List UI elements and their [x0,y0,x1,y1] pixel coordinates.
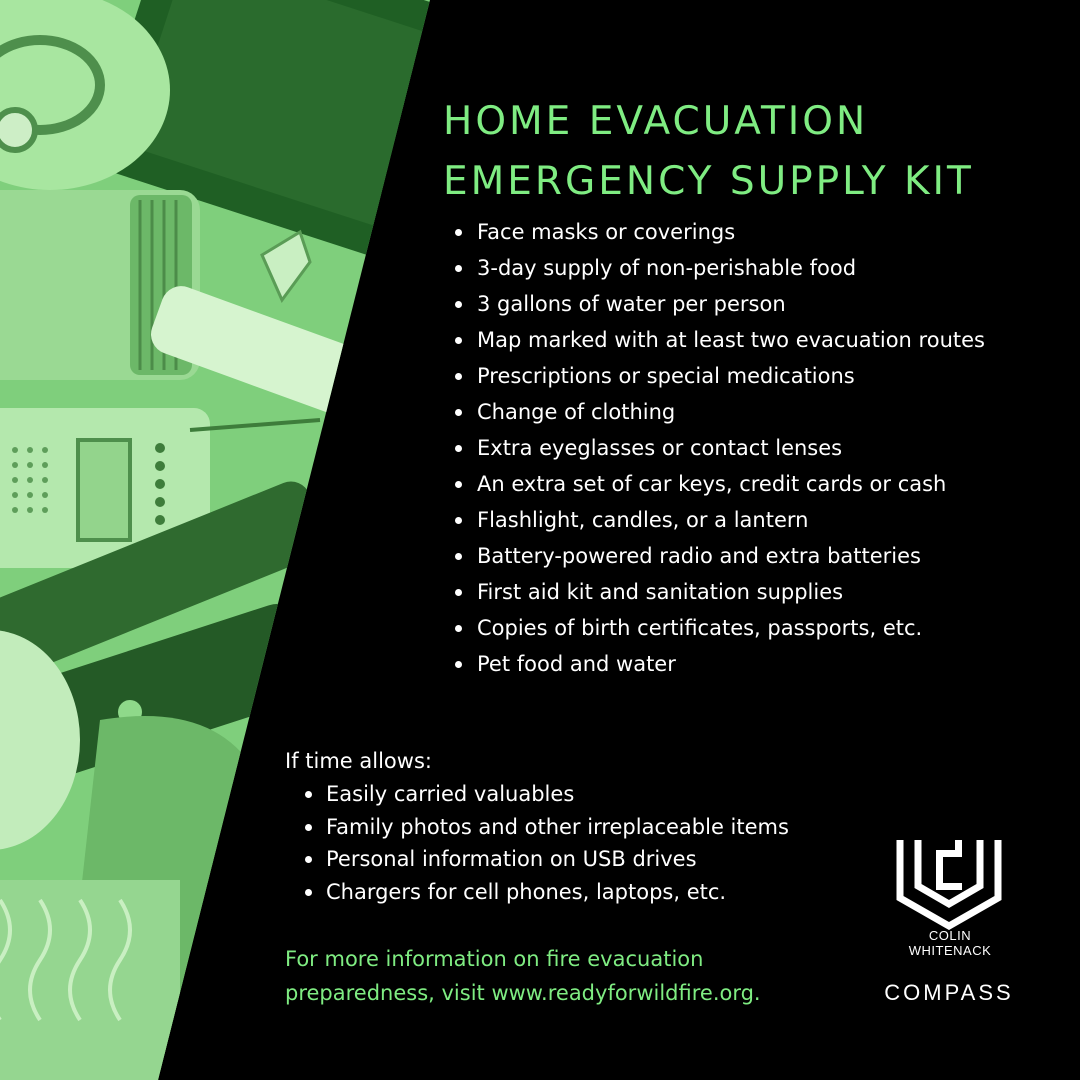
list-item: Face masks or coverings [455,214,1065,250]
list-item: Prescriptions or special medications [455,358,1065,394]
list-item: An extra set of car keys, credit cards or cash [455,466,1065,502]
logo-name-line-2: WHITENACK [908,943,992,958]
list-item: Easily carried valuables [305,778,865,811]
list-item: 3-day supply of non-perishable food [455,250,1065,286]
list-item: Map marked with at least two evacuation routes [455,322,1065,358]
title-line-1: HOME EVACUATION [443,99,869,144]
list-item: Personal information on USB drives [305,843,865,876]
list-item: Extra eyeglasses or contact lenses [455,430,1065,466]
list-item: Flashlight, candles, or a lantern [455,502,1065,538]
list-item: Copies of birth certificates, passports, etc. [455,610,1065,646]
list-item: First aid kit and sanitation supplies [455,574,1065,610]
title-line-2: EMERGENCY SUPPLY KIT [443,159,974,204]
page-title [443,92,974,212]
more-info-text [285,942,845,1010]
if-time-allows-list [305,778,865,908]
list-item: 3 gallons of water per person [455,286,1065,322]
colin-whitenack-logo-icon [896,838,1002,930]
list-item: Change of clothing [455,394,1065,430]
compass-brand: COMPASS [884,980,1014,1005]
list-item: Family photos and other irreplaceable items [305,811,865,844]
logo-name-line-1: COLIN [928,928,972,943]
list-item: Chargers for cell phones, laptops, etc. [305,876,865,909]
list-item: Pet food and water [455,646,1065,682]
if-time-allows-heading: If time allows: [285,749,432,773]
more-info-line-1: For more information on fire evacuation [285,947,704,971]
supply-kit-list [455,214,1065,682]
more-info-line-2: preparedness, visit www.readyforwildfire.org. [285,981,761,1005]
list-item: Battery-powered radio and extra batteries [455,538,1065,574]
logo-name [870,928,1030,958]
